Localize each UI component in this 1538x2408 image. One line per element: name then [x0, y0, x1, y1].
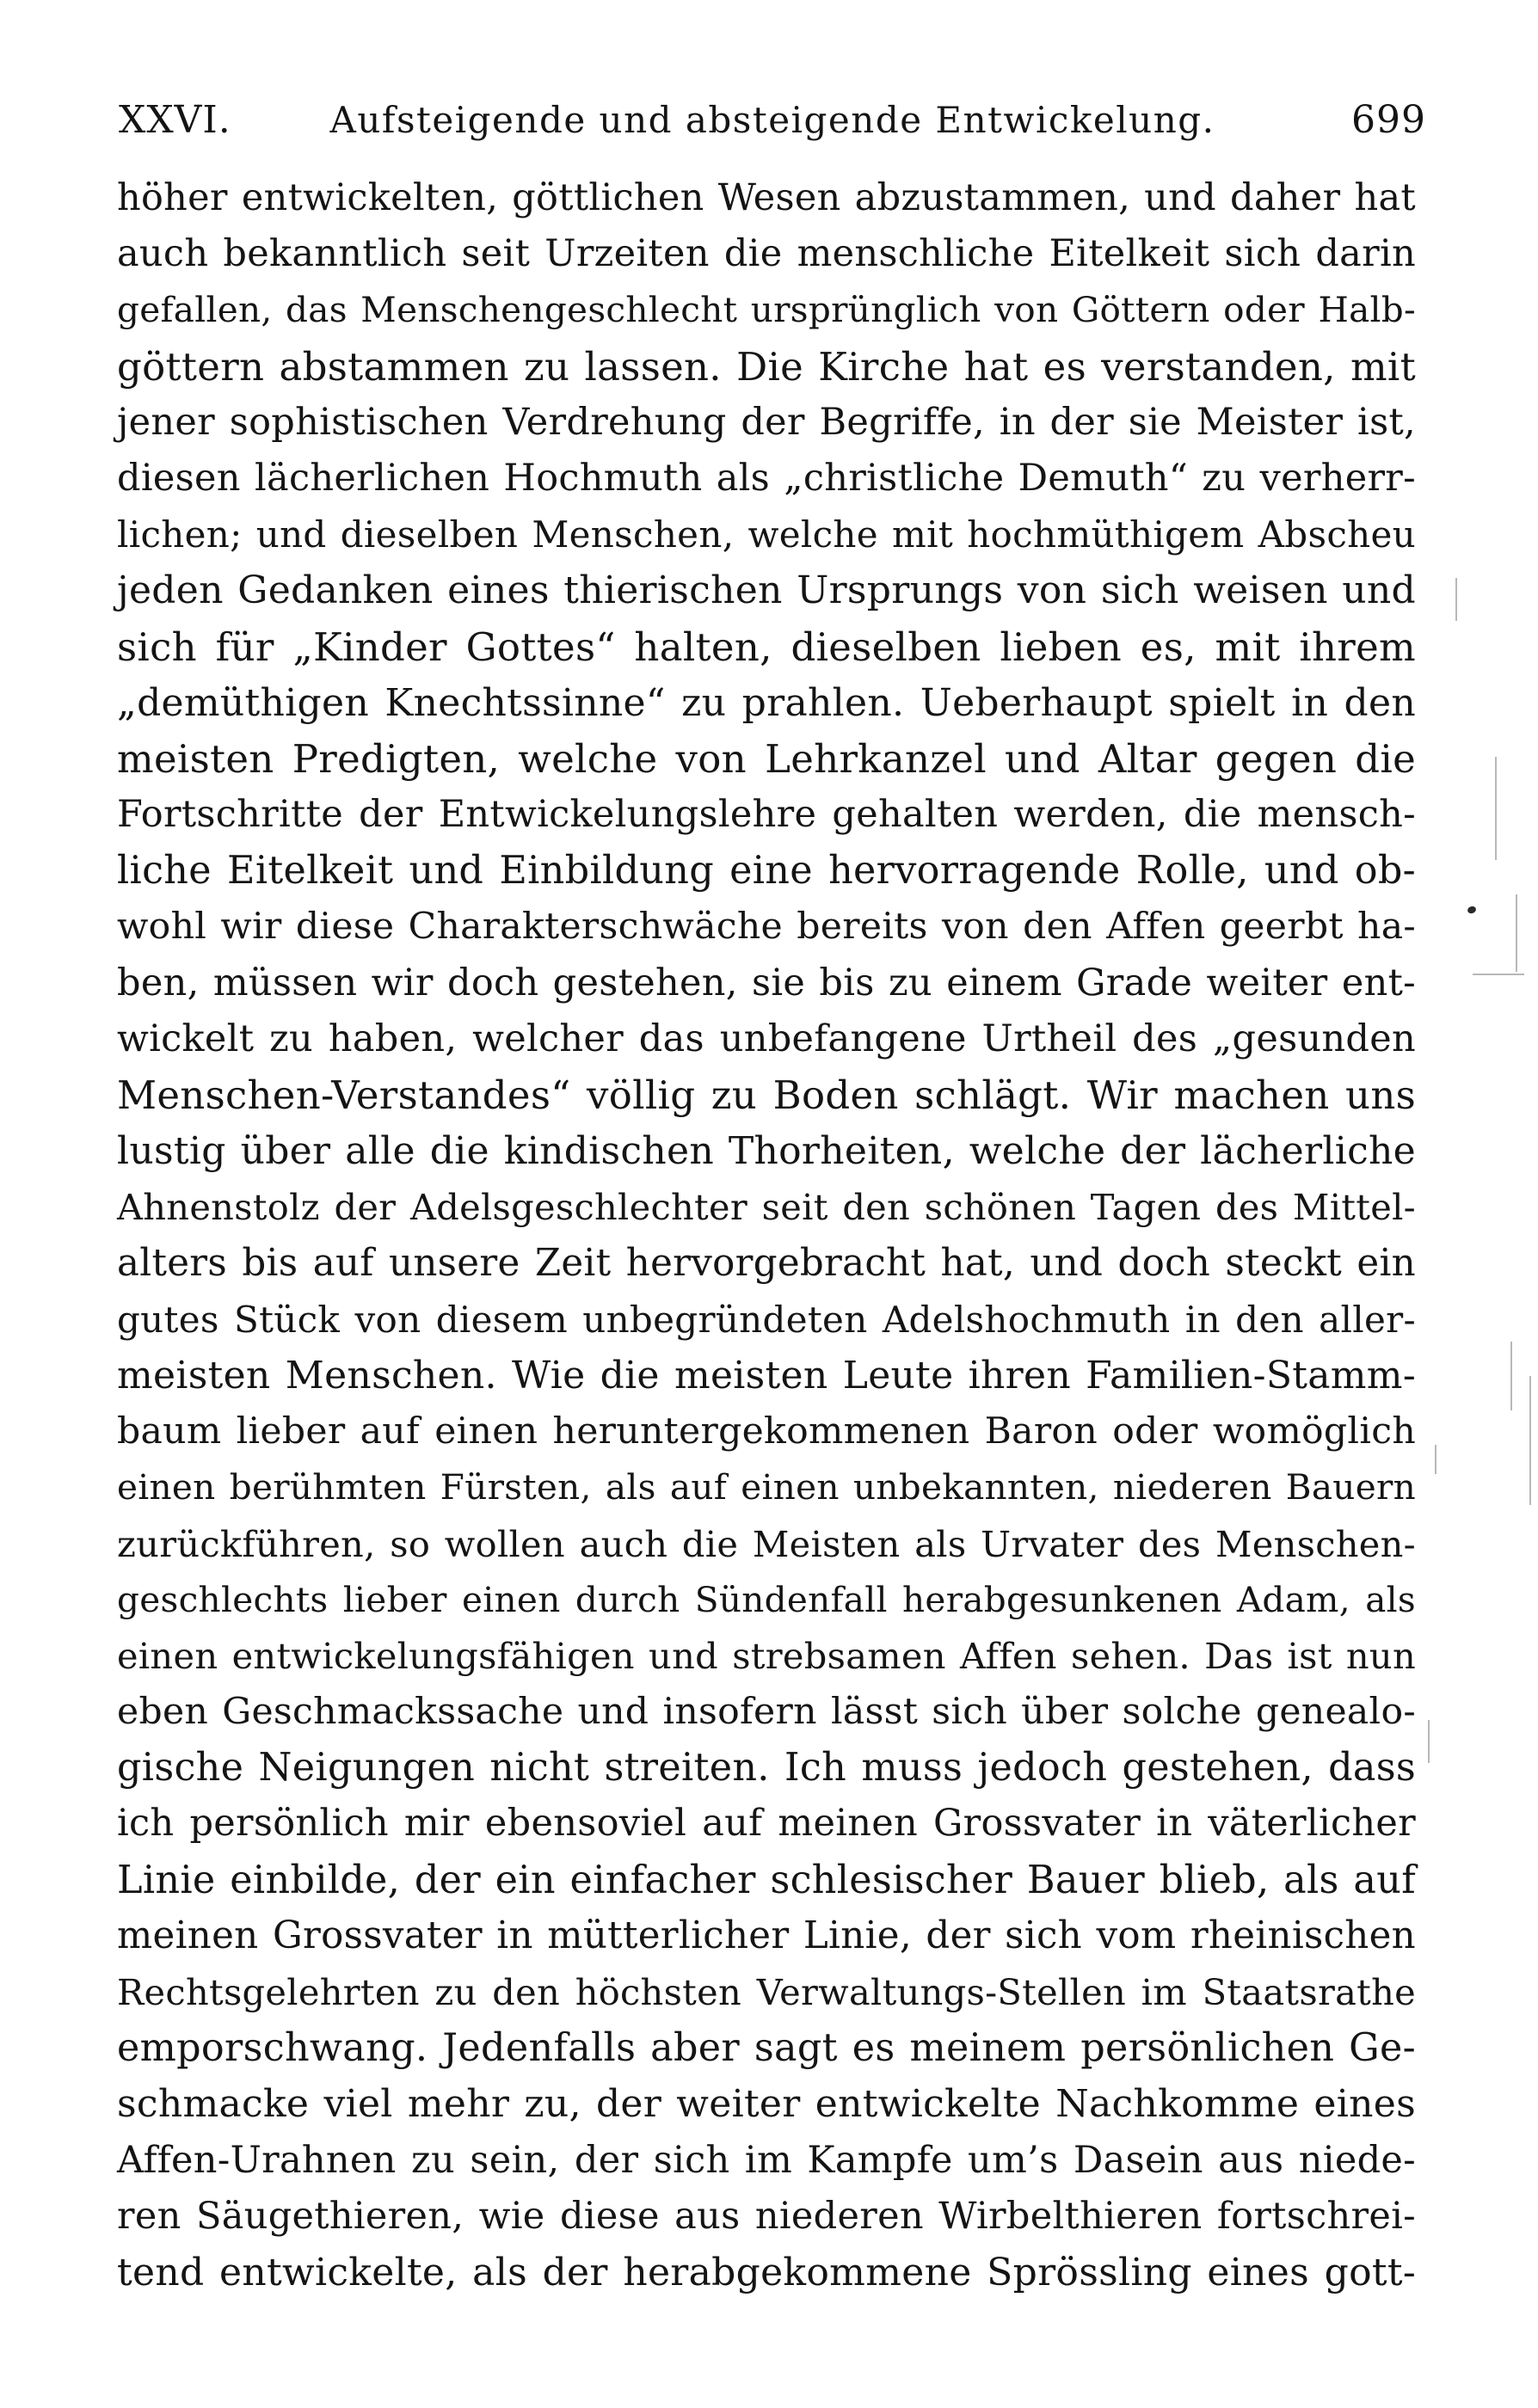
text-line: zurückführen, so wollen auch die Meisten als Urvater des Menschen- [117, 1522, 1416, 1565]
text-line: diesen lächerlichen Hochmuth als „christliche Demuth“ zu verherr- [117, 456, 1416, 500]
text-line: wickelt zu haben, welcher das unbefangene Urtheil des „gesunden [117, 1017, 1416, 1060]
running-header [119, 86, 1426, 155]
text-line: meisten Menschen. Wie die meisten Leute ihren Familien-Stamm- [117, 1353, 1416, 1398]
text-line: göttern abstammen zu lassen. Die Kirche hat es verstanden, mit [117, 343, 1416, 390]
text-line: Ahnenstolz der Adelsgeschlechter seit den schönen Tagen des Mittel- [117, 1186, 1416, 1229]
margin-scan-mark [1455, 578, 1457, 621]
text-line: emporschwang. Jedenfalls aber sagt es meinem persönlichen Ge- [117, 2026, 1416, 2071]
page-number: 699 [1351, 98, 1426, 142]
text-line: jener sophistischen Verdrehung der Begriffe, in der sie Meister ist, [117, 400, 1416, 444]
text-line: „demüthigen Knechtssinne“ zu prahlen. Ueberhaupt spielt in den [117, 680, 1416, 725]
text-line: Affen-Urahnen zu sein, der sich im Kampfe um’s Dasein aus niede- [117, 2138, 1416, 2182]
text-line: sich für „Kinder Gottes“ halten, dieselben lieben es, mit ihrem [117, 624, 1416, 670]
margin-scan-mark [1428, 1720, 1430, 1763]
text-line: baum lieber auf einen heruntergekommenen Baron oder womöglich [117, 1410, 1416, 1453]
text-line: wohl wir diese Charakterschwäche bereits von den Affen geerbt ha- [117, 906, 1416, 949]
text-line: meinen Grossvater in mütterlicher Linie, der sich vom rheinischen [117, 1914, 1416, 1957]
text-line: auch bekanntlich seit Urzeiten die menschliche Eitelkeit sich darin [117, 232, 1416, 276]
text-line: ren Säugethieren, wie diese aus niederen Wirbelthieren fortschrei- [117, 2194, 1416, 2238]
running-title: Aufsteigende und absteigende Entwickelung. [329, 99, 1215, 141]
text-line: einen berühmten Fürsten, als auf einen unbekannten, niederen Bauern [117, 1466, 1416, 1508]
text-line: gische Neigungen nicht streiten. Ich muss jedoch gestehen, dass [117, 1746, 1416, 1791]
text-line: lichen; und dieselben Menschen, welche mit hochmüthigem Abscheu [117, 513, 1416, 556]
text-line: schmacke viel mehr zu, der weiter entwickelte Nachkomme eines [117, 2082, 1416, 2127]
text-line: tend entwickelte, als der herabgekommene Sprössling eines gott- [117, 2250, 1416, 2294]
margin-scan-mark [1435, 1445, 1436, 1474]
text-line: Linie einbilde, der ein einfacher schlesischer Bauer blieb, als auf [117, 1858, 1416, 1902]
text-line: jeden Gedanken eines thierischen Ursprungs von sich weisen und [117, 568, 1416, 613]
text-line: meisten Predigten, welche von Lehrkanzel und Altar gegen die [117, 735, 1416, 782]
text-line: geschlechts lieber einen durch Sündenfall herabgesunkenen Adam, als [117, 1578, 1416, 1620]
text-line: gefallen, das Menschengeschlecht ursprünglich von Göttern oder Halb- [117, 289, 1416, 331]
margin-scan-mark [1516, 894, 1517, 972]
margin-scan-mark [1495, 757, 1497, 860]
text-line: ich persönlich mir ebensoviel auf meinen Grossvater in väterlicher [117, 1802, 1416, 1846]
margin-scan-mark [1510, 1342, 1512, 1410]
body-text [117, 170, 1416, 2300]
text-line: eben Geschmackssache und insofern lässt sich über solche genealo- [117, 1691, 1416, 1734]
margin-scan-mark [1529, 1376, 1531, 1505]
text-line: Menschen-Verstandes“ völlig zu Boden schlägt. Wir machen uns [117, 1072, 1416, 1118]
text-line: Fortschritte der Entwickelungslehre gehalten werden, die mensch- [117, 793, 1416, 837]
text-line: lustig über alle die kindischen Thorheiten, welche der lächerliche [117, 1129, 1416, 1174]
margin-scan-mark [1473, 974, 1524, 975]
margin-ink-dot [1467, 906, 1477, 915]
text-line: höher entwickelten, göttlichen Wesen abzustammen, und daher hat [117, 176, 1416, 219]
text-line: ben, müssen wir doch gestehen, sie bis zu einem Grade weiter ent- [117, 961, 1416, 1004]
text-line: einen entwickelungsfähigen und strebsamen Affen sehen. Das ist nun [117, 1634, 1416, 1677]
text-line: Rechtsgelehrten zu den höchsten Verwaltungs-Stellen im Staatsrathe [117, 1971, 1416, 2013]
text-line: gutes Stück von diesem unbegründeten Adelshochmuth in den aller- [117, 1298, 1416, 1341]
text-line: alters bis auf unsere Zeit hervorgebracht hat, und doch steckt ein [117, 1241, 1416, 1285]
text-line: liche Eitelkeit und Einbildung eine hervorragende Rolle, und ob- [117, 849, 1416, 894]
chapter-number: XXVI. [119, 98, 231, 142]
